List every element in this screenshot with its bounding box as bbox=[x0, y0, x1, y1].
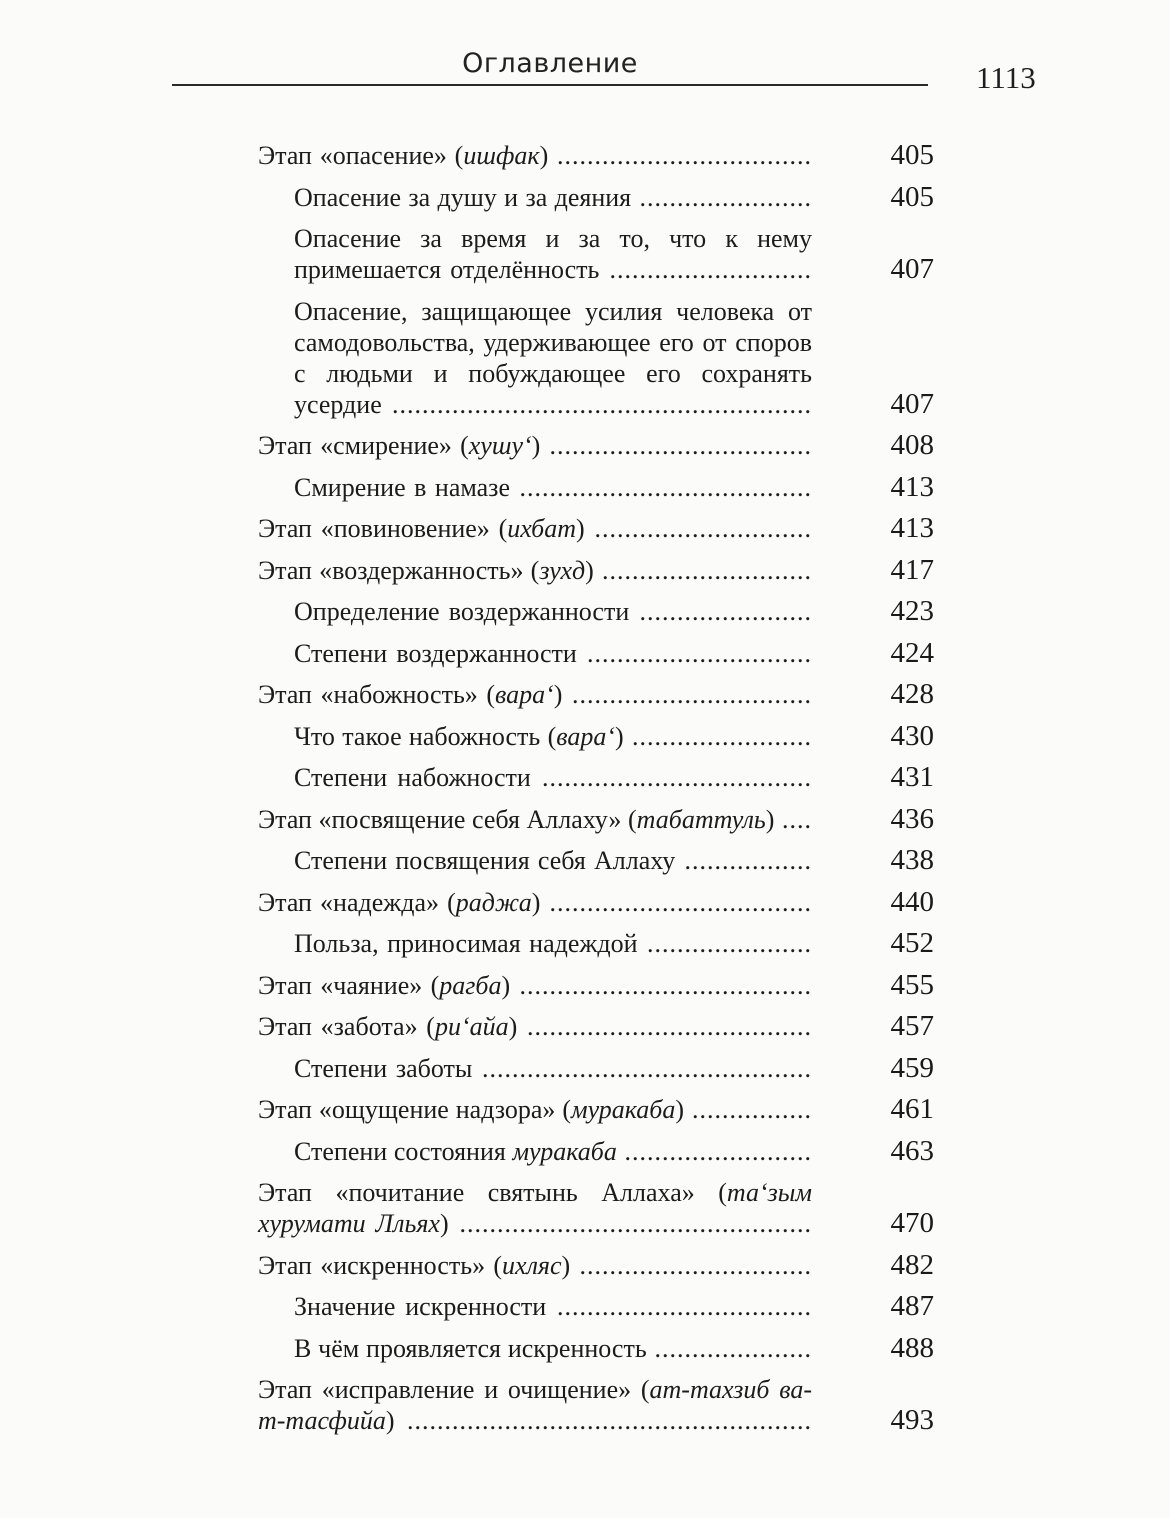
dot-leader: ............................................ bbox=[472, 1053, 812, 1083]
toc-entry-text: Степени воздержанности bbox=[294, 638, 577, 668]
toc-entry-term: хушу‘ bbox=[468, 431, 532, 460]
toc-entry-title bbox=[258, 1177, 812, 1239]
toc-entry-title bbox=[294, 1053, 812, 1084]
toc-entry-term: ишфак bbox=[463, 141, 540, 170]
toc-entry-text: Этап «набожность» ( bbox=[258, 680, 496, 709]
toc-entry-title bbox=[258, 970, 812, 1001]
dot-leader: ................................ bbox=[562, 680, 813, 709]
toc-entry-subsection bbox=[258, 638, 934, 669]
toc-entry-term: табаттуль bbox=[636, 804, 766, 834]
toc-page-number: 413 bbox=[890, 470, 934, 503]
toc-entry-term: муракаба bbox=[571, 1095, 676, 1124]
dot-leader: ........................................................ bbox=[381, 389, 812, 419]
toc-entry-term: вара‘ bbox=[556, 721, 616, 751]
toc-entry-text: В чём проявляется искренность bbox=[294, 1333, 647, 1363]
toc-entry-text: Опасение, защищающее усилия человека от самодовольства, удерживающее его от споров с людьми и побуждающее его сохранять усердие bbox=[294, 296, 812, 419]
toc-entry-title bbox=[258, 887, 812, 918]
dot-leader: ...................................... bbox=[517, 1012, 813, 1041]
dot-leader: ....................... bbox=[631, 182, 813, 212]
toc-entry-title bbox=[294, 721, 812, 752]
toc-page-number: 487 bbox=[890, 1290, 934, 1322]
toc-entry-stage bbox=[258, 804, 934, 835]
toc-entry-text: Польза, приносимая надеждой bbox=[294, 929, 638, 958]
toc-entry-text: Этап «опасение» ( bbox=[258, 141, 464, 170]
toc-page-number: 424 bbox=[890, 636, 934, 669]
toc-page-number: 407 bbox=[890, 387, 934, 420]
toc-entry-text: Значение искренности bbox=[294, 1292, 547, 1321]
toc-entry-term: та‘зым хурумати Лльях bbox=[258, 1178, 812, 1238]
toc-entry-subsection bbox=[258, 182, 934, 213]
toc-entry-subsection bbox=[258, 1136, 934, 1167]
toc-entry-text: ) bbox=[615, 721, 624, 751]
toc-entry-stage bbox=[258, 1177, 934, 1239]
toc-page-number: 423 bbox=[890, 595, 934, 627]
page-number: 1113 bbox=[976, 60, 1036, 95]
toc-entry-subsection bbox=[258, 296, 934, 420]
toc-entry-text: Степени состояния bbox=[294, 1136, 513, 1166]
toc-entry-subsection bbox=[258, 1291, 934, 1322]
toc-entry-text: Этап «надежда» ( bbox=[258, 887, 456, 917]
toc-entry-title bbox=[294, 845, 812, 876]
toc-entry-term: раджа bbox=[455, 887, 532, 917]
toc-entry-term: ри‘айа bbox=[434, 1012, 509, 1041]
toc-entry-title bbox=[294, 1333, 812, 1364]
toc-entry-text: Этап «исправление и очищение» ( bbox=[258, 1375, 650, 1404]
toc-entry-title bbox=[294, 1136, 812, 1167]
toc-page-number: 452 bbox=[890, 927, 934, 959]
toc-page-number: 431 bbox=[890, 761, 934, 793]
dot-leader: ............................ bbox=[593, 555, 812, 585]
toc-entry-title bbox=[294, 638, 812, 669]
toc-page-number: 438 bbox=[890, 844, 934, 876]
toc-entry-stage bbox=[258, 430, 934, 461]
dot-leader: ...................... bbox=[637, 929, 813, 958]
dot-leader: ....................... bbox=[629, 597, 812, 626]
toc-entry-title bbox=[294, 472, 812, 503]
toc-entry-term: ихляс bbox=[502, 1250, 562, 1280]
toc-entry-title bbox=[258, 513, 812, 544]
dot-leader: ........................... bbox=[599, 255, 813, 284]
toc-entry-text: Опасение за душу и за деяния bbox=[294, 182, 632, 212]
toc-entry-title bbox=[258, 1094, 812, 1125]
toc-entry-text: ) bbox=[553, 680, 563, 709]
toc-entry-stage bbox=[258, 1250, 934, 1281]
toc-entry-text: Этап «искренность» ( bbox=[258, 1250, 503, 1280]
toc-page-number: 428 bbox=[890, 678, 934, 710]
toc-page-number: 407 bbox=[890, 253, 934, 285]
toc-entry-text: Степени набожности bbox=[294, 763, 531, 792]
toc-entry-text: ) bbox=[531, 431, 541, 460]
toc-page-number: 457 bbox=[890, 1010, 934, 1042]
toc-entry-title bbox=[294, 182, 812, 213]
toc-entry-stage bbox=[258, 1094, 934, 1125]
toc-page-number: 461 bbox=[890, 1093, 934, 1125]
toc-entry-stage bbox=[258, 1374, 934, 1436]
toc-entry-term: ат-тахзиб ва-т-тасфийа bbox=[258, 1375, 812, 1435]
toc-entry-title bbox=[258, 1250, 812, 1281]
toc-entry-text: Этап «чаяние» ( bbox=[258, 970, 440, 1000]
dot-leader: ................ bbox=[684, 1095, 812, 1124]
toc-entry-title bbox=[294, 762, 812, 793]
toc-entry-text: ) bbox=[539, 141, 549, 170]
header-rule bbox=[172, 84, 928, 86]
toc-entry-subsection bbox=[258, 596, 934, 627]
toc-entry-title bbox=[258, 679, 812, 710]
dot-leader: .................................. bbox=[548, 141, 812, 170]
toc-entry-text: ) bbox=[508, 1012, 518, 1041]
toc-entry-text: Этап «ощущение надзора» ( bbox=[258, 1095, 571, 1124]
toc-page-number: 440 bbox=[890, 885, 934, 918]
toc-entry-stage bbox=[258, 555, 934, 586]
toc-entry-stage bbox=[258, 887, 934, 918]
dot-leader: ............................... bbox=[570, 1250, 812, 1280]
dot-leader: ............................................... bbox=[448, 1209, 813, 1238]
toc-entry-subsection bbox=[258, 1333, 934, 1364]
toc-entry-subsection bbox=[258, 762, 934, 793]
toc-page-number: 405 bbox=[890, 180, 934, 213]
toc-page-number: 405 bbox=[890, 139, 934, 171]
toc-entry-text: Опасение за время и за то, что к нему примешается отделённость bbox=[294, 224, 812, 284]
toc-entry-title bbox=[294, 928, 812, 959]
toc-entry-stage bbox=[258, 679, 934, 710]
toc-entry-title bbox=[294, 223, 812, 285]
toc-page-number: 470 bbox=[890, 1207, 934, 1239]
dot-leader: .... bbox=[774, 804, 813, 834]
toc-entry-text: Этап «почитание святынь Аллаха» ( bbox=[258, 1178, 727, 1207]
toc-entry-subsection bbox=[258, 721, 934, 752]
toc-page-number: 482 bbox=[890, 1248, 934, 1281]
toc-entry-title bbox=[294, 296, 812, 420]
toc-entry-text: Этап «смирение» ( bbox=[258, 431, 469, 460]
toc-entry-title bbox=[294, 596, 812, 627]
toc-entry-subsection bbox=[258, 928, 934, 959]
toc-page-number: 493 bbox=[890, 1404, 934, 1436]
toc-entry-subsection bbox=[258, 472, 934, 503]
toc-page-number: 430 bbox=[890, 719, 934, 752]
dot-leader: ....................................... bbox=[510, 970, 812, 1000]
dot-leader: .................................... bbox=[530, 763, 812, 792]
toc-page-number: 459 bbox=[890, 1051, 934, 1084]
toc-page-number: 488 bbox=[890, 1331, 934, 1364]
toc-entry-text: Степени заботы bbox=[294, 1053, 473, 1083]
toc-page-number: 408 bbox=[890, 429, 934, 461]
toc-entry-term: муракаба bbox=[512, 1136, 617, 1166]
toc-entry-text: ) bbox=[585, 555, 594, 585]
toc-entry-subsection bbox=[258, 1053, 934, 1084]
running-header-title: Оглавление bbox=[462, 48, 638, 79]
toc-entry-subsection bbox=[258, 845, 934, 876]
dot-leader: ................................... bbox=[540, 887, 813, 917]
dot-leader: ......................... bbox=[616, 1136, 812, 1166]
toc-entry-title bbox=[258, 140, 812, 171]
toc-entry-term: зухд bbox=[539, 555, 586, 585]
toc-entry-text: ) bbox=[675, 1095, 685, 1124]
toc-entry-text: ) bbox=[765, 804, 775, 834]
dot-leader: ................. bbox=[675, 846, 812, 875]
dot-leader: ..................... bbox=[646, 1333, 812, 1363]
dot-leader: ................................... bbox=[540, 431, 813, 460]
running-header bbox=[172, 38, 928, 90]
toc-entry-stage bbox=[258, 513, 934, 544]
toc-entry-text: Этап «забота» ( bbox=[258, 1012, 435, 1041]
dot-leader: ............................. bbox=[584, 514, 813, 543]
toc-entry-text: Определение воздержанности bbox=[294, 597, 630, 626]
toc-entry-term: вара‘ bbox=[495, 680, 554, 709]
toc-entry-text: Смирение в намазе bbox=[294, 472, 510, 502]
toc-entry-text: Степени посвящения себя Аллаху bbox=[294, 846, 676, 875]
toc-page-number: 413 bbox=[890, 512, 934, 544]
toc-entry-title bbox=[294, 1291, 812, 1322]
dot-leader: .................................. bbox=[546, 1292, 812, 1321]
toc-entry-title bbox=[258, 1374, 812, 1436]
toc-entry-text: ) bbox=[501, 970, 511, 1000]
toc-entry-title bbox=[258, 804, 812, 835]
toc-entry-text: ) bbox=[385, 1406, 395, 1435]
toc-entry-stage bbox=[258, 140, 934, 171]
toc-entry-text: ) bbox=[531, 887, 541, 917]
toc-page-number: 463 bbox=[890, 1134, 934, 1167]
dot-leader: ........................ bbox=[623, 721, 812, 751]
toc-entry-title bbox=[258, 555, 812, 586]
toc-entry-text: ) bbox=[576, 514, 585, 543]
toc-entry-stage bbox=[258, 1011, 934, 1042]
dot-leader: ...................................................... bbox=[394, 1406, 812, 1435]
dot-leader: .............................. bbox=[576, 638, 812, 668]
dot-leader: ....................................... bbox=[509, 472, 812, 502]
toc-entry-stage bbox=[258, 970, 934, 1001]
toc-entry-subsection bbox=[258, 223, 934, 285]
toc-page-number: 417 bbox=[890, 553, 934, 586]
toc-entry-text: Этап «посвящение себя Аллаху» ( bbox=[258, 804, 637, 834]
toc-entry-title bbox=[258, 430, 812, 461]
toc-page-number: 455 bbox=[890, 968, 934, 1001]
toc-entry-text: Этап «воздержанность» ( bbox=[258, 555, 540, 585]
toc-entry-text: ) bbox=[561, 1250, 571, 1280]
toc-entry-term: рагба bbox=[439, 970, 502, 1000]
table-of-contents bbox=[258, 140, 934, 1447]
toc-entry-term: ихбат bbox=[507, 514, 577, 543]
toc-page-number: 436 bbox=[890, 802, 934, 835]
toc-entry-title bbox=[258, 1011, 812, 1042]
toc-entry-text: ) bbox=[439, 1209, 449, 1238]
toc-entry-text: Этап «повиновение» ( bbox=[258, 514, 508, 543]
toc-entry-text: Что такое набожность ( bbox=[294, 721, 557, 751]
